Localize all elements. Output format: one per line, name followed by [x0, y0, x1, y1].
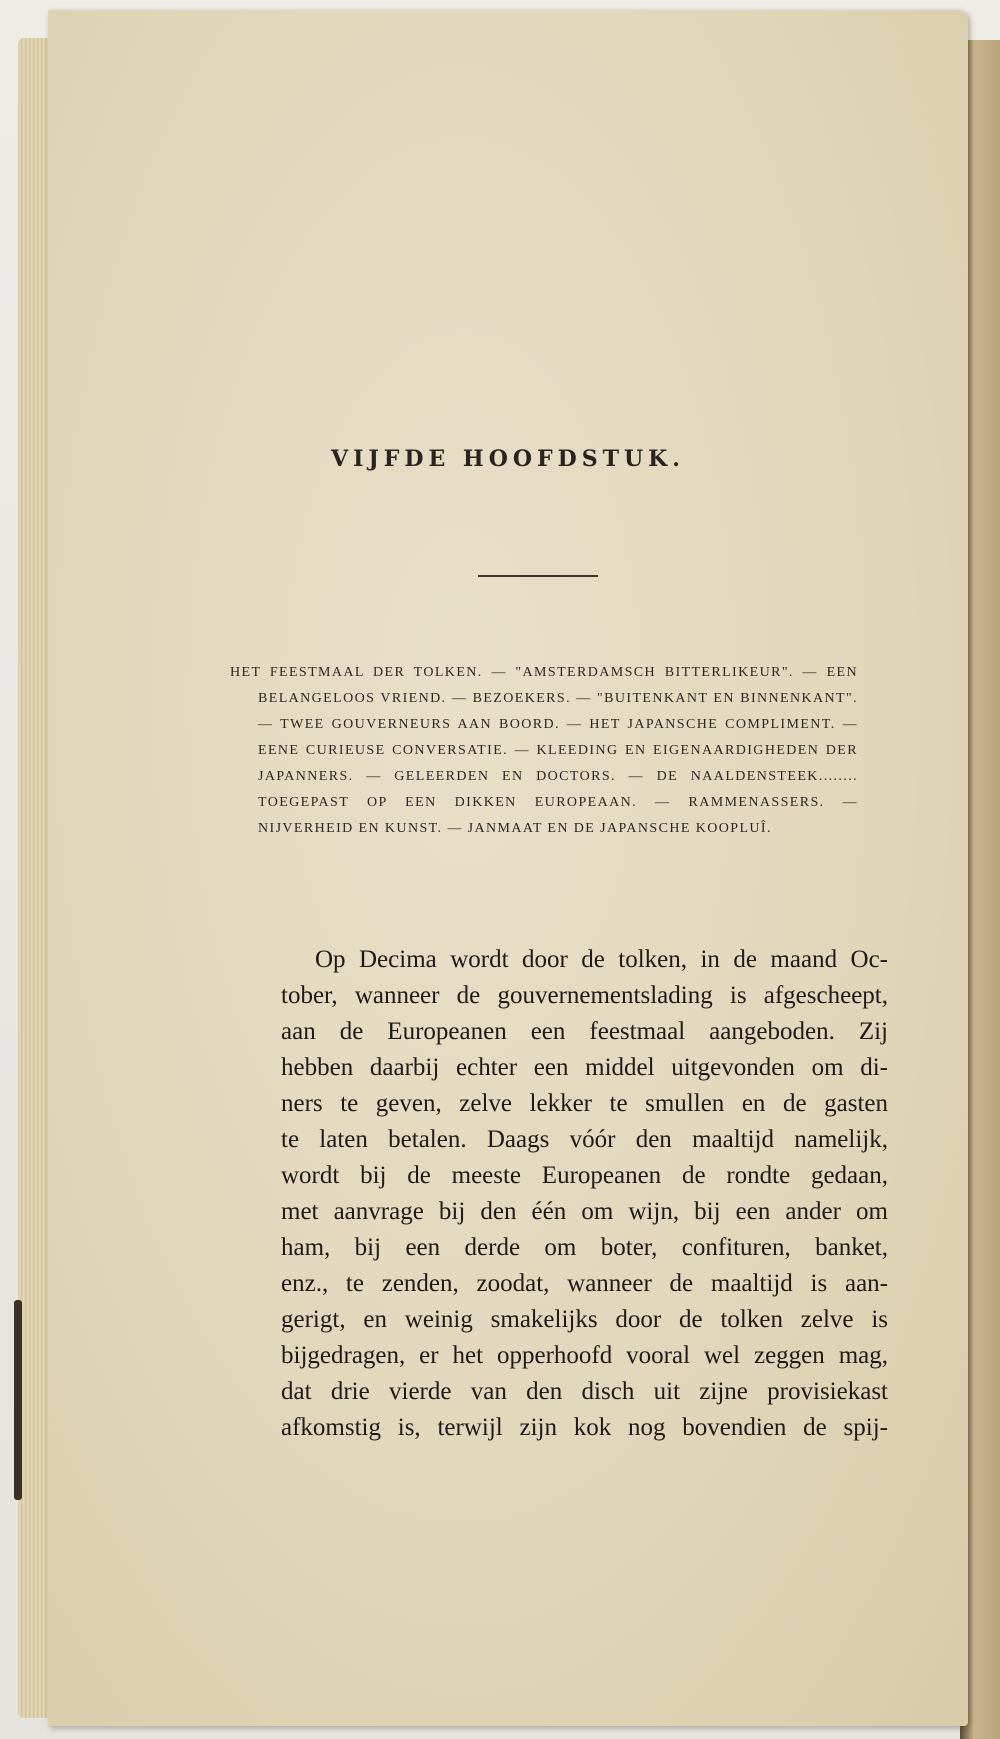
chapter-summary — [230, 660, 858, 842]
body-line: wordt bij de meeste Europeanen de rondte gedaan, — [281, 1162, 888, 1189]
book-spine — [14, 1300, 22, 1500]
body-line: afkomstig is, terwijl zijn kok nog bovendien de spij- — [281, 1414, 888, 1441]
chapter-summary-text: HET FEESTMAAL DER TOLKEN. — "AMSTERDAMSCH BITTERLIKEUR". — EEN BELANGELOOS VRIEND. — BEZOEKERS. — "BUITENKANT EN BINNENKANT". — TWEE GOUVERNEURS AAN BOORD. — HET JAPANSCHE COMPLIMENT. — EENE CURIEUSE CONVERSATIE. — KLEEDING EN EIGENAARDIGHEDEN DER JAPANNERS. — GELEERDEN EN DOCTORS. — DE NAALDENSTEEK........ TOEGEPAST OP EEN DIKKEN EUROPEAAN. — RAMMENASSERS. — NIJVERHEID EN KUNST. — JANMAAT EN DE JAPANSCHE KOOPLUÎ. — [230, 665, 858, 836]
body-line: te laten betalen. Daags vóór den maaltijd namelijk, — [281, 1126, 888, 1153]
body-line: hebben daarbij echter een middel uitgevonden om di- — [281, 1054, 888, 1081]
body-line: Op Decima wordt door de tolken, in de maand Oc- — [315, 946, 888, 973]
body-line: met aanvrage bij den één om wijn, bij een ander om — [281, 1198, 888, 1225]
body-line: gerigt, en weinig smakelijks door de tolken zelve is — [281, 1306, 888, 1333]
body-line: ham, bij een derde om boter, confituren, banket, — [281, 1234, 888, 1261]
book-page — [48, 10, 968, 1726]
body-line: bijgedragen, er het opperhoofd vooral wel zeggen mag, — [281, 1342, 888, 1369]
chapter-title: VIJFDE HOOFDSTUK. — [331, 446, 685, 472]
body-line: tober, wanneer de gouvernementslading is afgescheept, — [281, 982, 888, 1009]
body-line: ners te geven, zelve lekker te smullen en de gasten — [281, 1090, 888, 1117]
body-line: dat drie vierde van den disch uit zijne provisiekast — [281, 1378, 888, 1405]
title-divider — [478, 575, 598, 577]
body-line: enz., te zenden, zoodat, wanneer de maaltijd is aan- — [281, 1270, 888, 1297]
body-line: aan de Europeanen een feestmaal aangeboden. Zij — [281, 1018, 888, 1045]
body-paragraph — [281, 942, 888, 1446]
